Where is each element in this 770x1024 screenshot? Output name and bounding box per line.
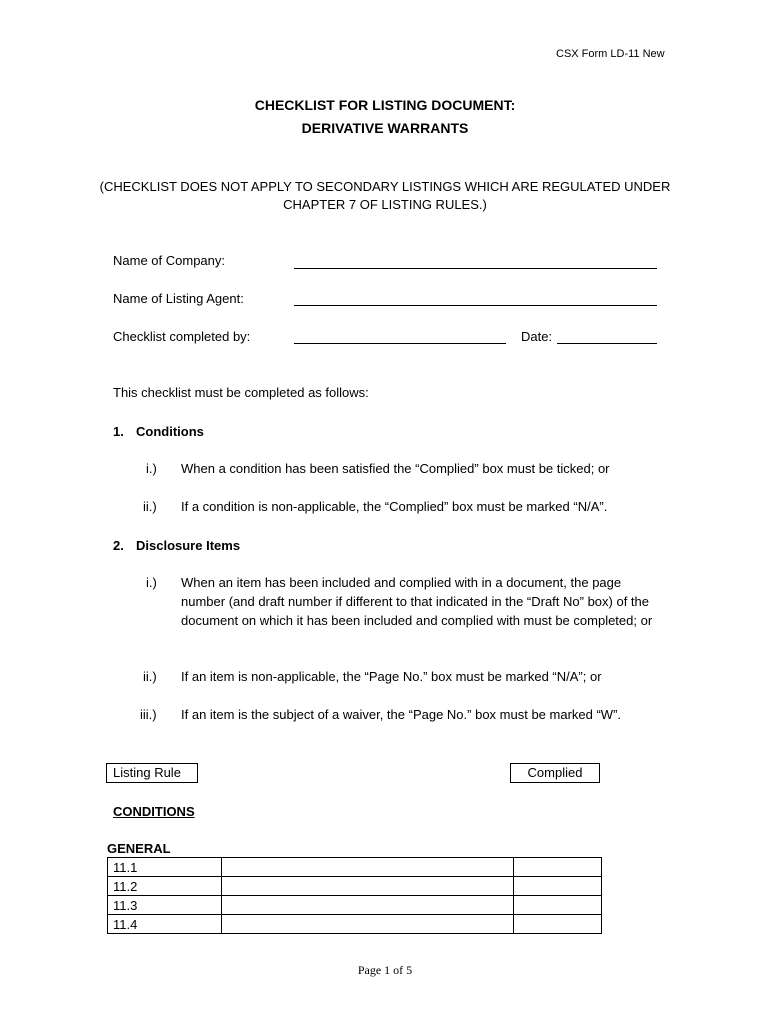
section1-item1-number: i.) (146, 461, 157, 476)
listing-agent-input-line[interactable] (294, 305, 657, 306)
description-cell (222, 915, 514, 934)
section2-item1-number: i.) (146, 575, 157, 590)
date-label: Date: (521, 329, 553, 344)
general-heading: GENERAL (107, 841, 171, 856)
table-row (108, 915, 602, 934)
section1-number: 1. (113, 424, 124, 439)
description-cell (222, 877, 514, 896)
section1-item2-text: If a condition is non-applicable, the “Complied” box must be marked “N/A”. (181, 499, 608, 514)
table-row (108, 877, 602, 896)
complied-cell[interactable] (514, 915, 602, 934)
complied-cell[interactable] (514, 896, 602, 915)
rule-cell: 11.2 (108, 877, 222, 896)
section2-heading: Disclosure Items (136, 538, 241, 553)
listing-agent-label: Name of Listing Agent: (113, 291, 244, 306)
section2-item2-number: ii.) (143, 669, 157, 684)
complied-cell[interactable] (514, 858, 602, 877)
completed-by-input-line[interactable] (294, 343, 506, 344)
rule-cell: 11.1 (108, 858, 222, 877)
table-row (108, 858, 602, 877)
section1-item2-number: ii.) (143, 499, 157, 514)
conditions-heading: CONDITIONS (113, 804, 195, 819)
section2-number: 2. (113, 538, 124, 553)
document-title-line2: DERIVATIVE WARRANTS (301, 120, 469, 136)
table-row (108, 896, 602, 915)
date-input-line[interactable] (557, 343, 657, 344)
completed-by-label: Checklist completed by: (113, 329, 251, 344)
page-number: Page 1 of 5 (357, 963, 413, 977)
description-cell (222, 858, 514, 877)
applicability-note-line2: CHAPTER 7 OF LISTING RULES.) (283, 197, 487, 212)
section2-item2-text: If an item is non-applicable, the “Page No.” box must be marked “N/A”; or (181, 669, 602, 684)
section1-heading: Conditions (136, 424, 204, 439)
rule-cell: 11.3 (108, 896, 222, 915)
company-label: Name of Company: (113, 253, 225, 268)
instructions-intro: This checklist must be completed as follows: (113, 385, 369, 400)
complied-header: Complied (510, 763, 600, 783)
section2-item3-number: iii.) (140, 707, 157, 722)
section1-item1-text: When a condition has been satisfied the “Complied” box must be ticked; or (181, 461, 610, 476)
description-cell (222, 896, 514, 915)
complied-cell[interactable] (514, 877, 602, 896)
applicability-note-line1: (CHECKLIST DOES NOT APPLY TO SECONDARY LISTINGS WHICH ARE REGULATED UNDER (99, 179, 671, 194)
conditions-table (107, 857, 602, 934)
section2-item1-text: When an item has been included and complied with in a document, the page number (and draft number if different to that indicated in the “Draft No” box) of the document on which it has been included and complied with must be completed; or (181, 575, 653, 628)
section2-item3-text: If an item is the subject of a waiver, the “Page No.” box must be marked “W”. (181, 707, 622, 722)
rule-cell: 11.4 (108, 915, 222, 934)
document-title-line1: CHECKLIST FOR LISTING DOCUMENT: (254, 97, 516, 113)
form-code: CSX Form LD-11 New (556, 48, 665, 60)
company-input-line[interactable] (294, 268, 657, 269)
listing-rule-header: Listing Rule (106, 763, 198, 783)
